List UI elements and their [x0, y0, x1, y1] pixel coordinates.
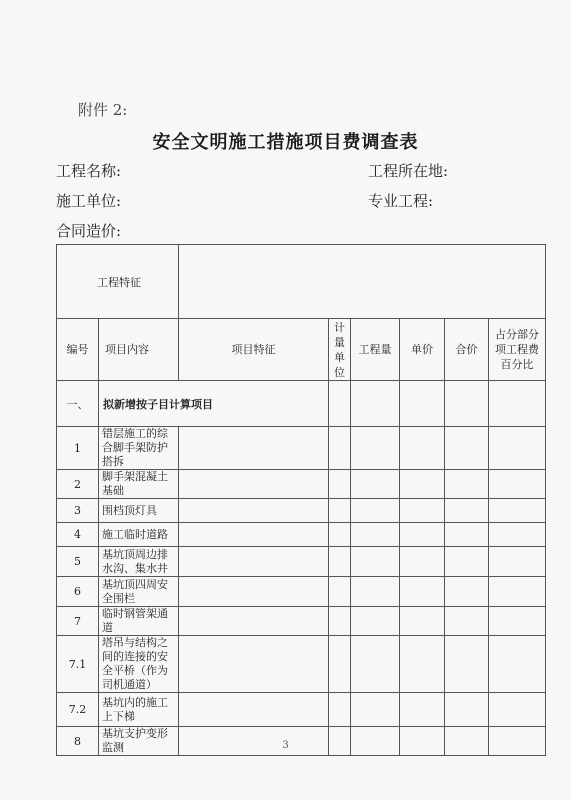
empty-cell[interactable]	[445, 693, 489, 727]
empty-cell[interactable]	[489, 547, 546, 577]
row-number: 4	[57, 523, 99, 547]
empty-cell[interactable]	[351, 693, 400, 727]
empty-cell[interactable]	[179, 470, 329, 499]
header-quantity: 工程量	[351, 319, 400, 381]
empty-cell[interactable]	[329, 499, 351, 523]
cell[interactable]	[329, 381, 351, 427]
project-location-label: 工程所在地:	[368, 162, 449, 180]
empty-cell[interactable]	[445, 523, 489, 547]
empty-cell[interactable]	[445, 636, 489, 693]
empty-cell[interactable]	[400, 636, 445, 693]
header-row	[57, 319, 546, 381]
header-total: 合价	[445, 319, 489, 381]
cell[interactable]	[400, 381, 445, 427]
row-number: 7	[57, 607, 99, 636]
empty-cell[interactable]	[445, 547, 489, 577]
empty-cell[interactable]	[400, 693, 445, 727]
row-content: 基坑支护变形监测	[99, 727, 179, 756]
specialty-label: 专业工程:	[368, 192, 434, 210]
empty-cell[interactable]	[445, 470, 489, 499]
row-content: 错层施工的综合脚手架防护搭拆	[99, 427, 179, 470]
empty-cell[interactable]	[400, 470, 445, 499]
empty-cell[interactable]	[179, 499, 329, 523]
empty-cell[interactable]	[179, 523, 329, 547]
empty-cell[interactable]	[351, 636, 400, 693]
feature-row	[57, 245, 546, 319]
row-number: 5	[57, 547, 99, 577]
empty-cell[interactable]	[351, 577, 400, 607]
feature-label-cell: 工程特征	[57, 245, 179, 319]
empty-cell[interactable]	[445, 499, 489, 523]
row-content: 脚手架混凝土基础	[99, 470, 179, 499]
empty-cell[interactable]	[400, 523, 445, 547]
empty-cell[interactable]	[329, 427, 351, 470]
feature-value-cell[interactable]	[179, 245, 546, 319]
empty-cell[interactable]	[329, 577, 351, 607]
header-no: 编号	[57, 319, 99, 381]
table-row	[57, 427, 546, 470]
header-unit: 计量单位	[329, 319, 351, 381]
table-row	[57, 547, 546, 577]
empty-cell[interactable]	[445, 577, 489, 607]
empty-cell[interactable]	[329, 470, 351, 499]
table-row	[57, 523, 546, 547]
empty-cell[interactable]	[179, 547, 329, 577]
empty-cell[interactable]	[351, 427, 400, 470]
empty-cell[interactable]	[351, 499, 400, 523]
row-number: 1	[57, 427, 99, 470]
header-content: 项目内容	[99, 319, 179, 381]
table-row	[57, 693, 546, 727]
row-number: 3	[57, 499, 99, 523]
section-name: 拟新增按子目计算项目	[99, 381, 329, 427]
table-row	[57, 636, 546, 693]
empty-cell[interactable]	[400, 427, 445, 470]
empty-cell[interactable]	[329, 523, 351, 547]
header-percent: 占分部分项工程费百分比	[489, 319, 546, 381]
empty-cell[interactable]	[329, 607, 351, 636]
document-title: 安全文明施工措施项目费调查表	[152, 132, 419, 153]
empty-cell[interactable]	[179, 427, 329, 470]
empty-cell[interactable]	[489, 523, 546, 547]
contract-price-label: 合同造价:	[56, 222, 122, 240]
row-number: 6	[57, 577, 99, 607]
empty-cell[interactable]	[351, 470, 400, 499]
row-content: 基坑内的施工上下梯	[99, 693, 179, 727]
empty-cell[interactable]	[400, 607, 445, 636]
table-row	[57, 607, 546, 636]
cell[interactable]	[445, 381, 489, 427]
row-content: 塔吊与结构之间的连接的安全平桥（作为司机通道）	[99, 636, 179, 693]
row-number: 7.1	[57, 636, 99, 693]
empty-cell[interactable]	[489, 636, 546, 693]
empty-cell[interactable]	[489, 577, 546, 607]
empty-cell[interactable]	[329, 547, 351, 577]
page-number: 3	[282, 740, 289, 751]
empty-cell[interactable]	[351, 523, 400, 547]
project-name-label: 工程名称:	[56, 162, 122, 180]
row-content: 基坑顶四周安全围栏	[99, 577, 179, 607]
empty-cell[interactable]	[400, 577, 445, 607]
empty-cell[interactable]	[329, 693, 351, 727]
survey-table	[56, 244, 546, 756]
empty-cell[interactable]	[445, 427, 489, 470]
empty-cell[interactable]	[179, 636, 329, 693]
construction-unit-label: 施工单位:	[56, 192, 122, 210]
empty-cell[interactable]	[400, 547, 445, 577]
empty-cell[interactable]	[329, 636, 351, 693]
row-number: 2	[57, 470, 99, 499]
header-feature: 项目特征	[179, 319, 329, 381]
cell[interactable]	[489, 381, 546, 427]
row-number: 7.2	[57, 693, 99, 727]
table-row	[57, 577, 546, 607]
empty-cell[interactable]	[351, 607, 400, 636]
empty-cell[interactable]	[489, 427, 546, 470]
empty-cell[interactable]	[351, 547, 400, 577]
row-content: 临时钢管架通道	[99, 607, 179, 636]
header-unit-price: 单价	[400, 319, 445, 381]
attachment-label: 附件 2:	[78, 101, 128, 119]
section-no: 一、	[57, 381, 99, 427]
empty-cell[interactable]	[489, 470, 546, 499]
row-content: 施工临时道路	[99, 523, 179, 547]
row-number: 8	[57, 727, 99, 756]
empty-cell[interactable]	[179, 577, 329, 607]
empty-cell[interactable]	[179, 693, 329, 727]
table-row	[57, 499, 546, 523]
row-content: 基坑顶周边排水沟、集水井	[99, 547, 179, 577]
empty-cell[interactable]	[489, 693, 546, 727]
section-row	[57, 381, 546, 427]
cell[interactable]	[351, 381, 400, 427]
empty-cell[interactable]	[179, 607, 329, 636]
empty-cell[interactable]	[489, 499, 546, 523]
empty-cell[interactable]	[445, 607, 489, 636]
empty-cell[interactable]	[489, 607, 546, 636]
table-row	[57, 470, 546, 499]
empty-cell[interactable]	[400, 499, 445, 523]
row-content: 围档顶灯具	[99, 499, 179, 523]
